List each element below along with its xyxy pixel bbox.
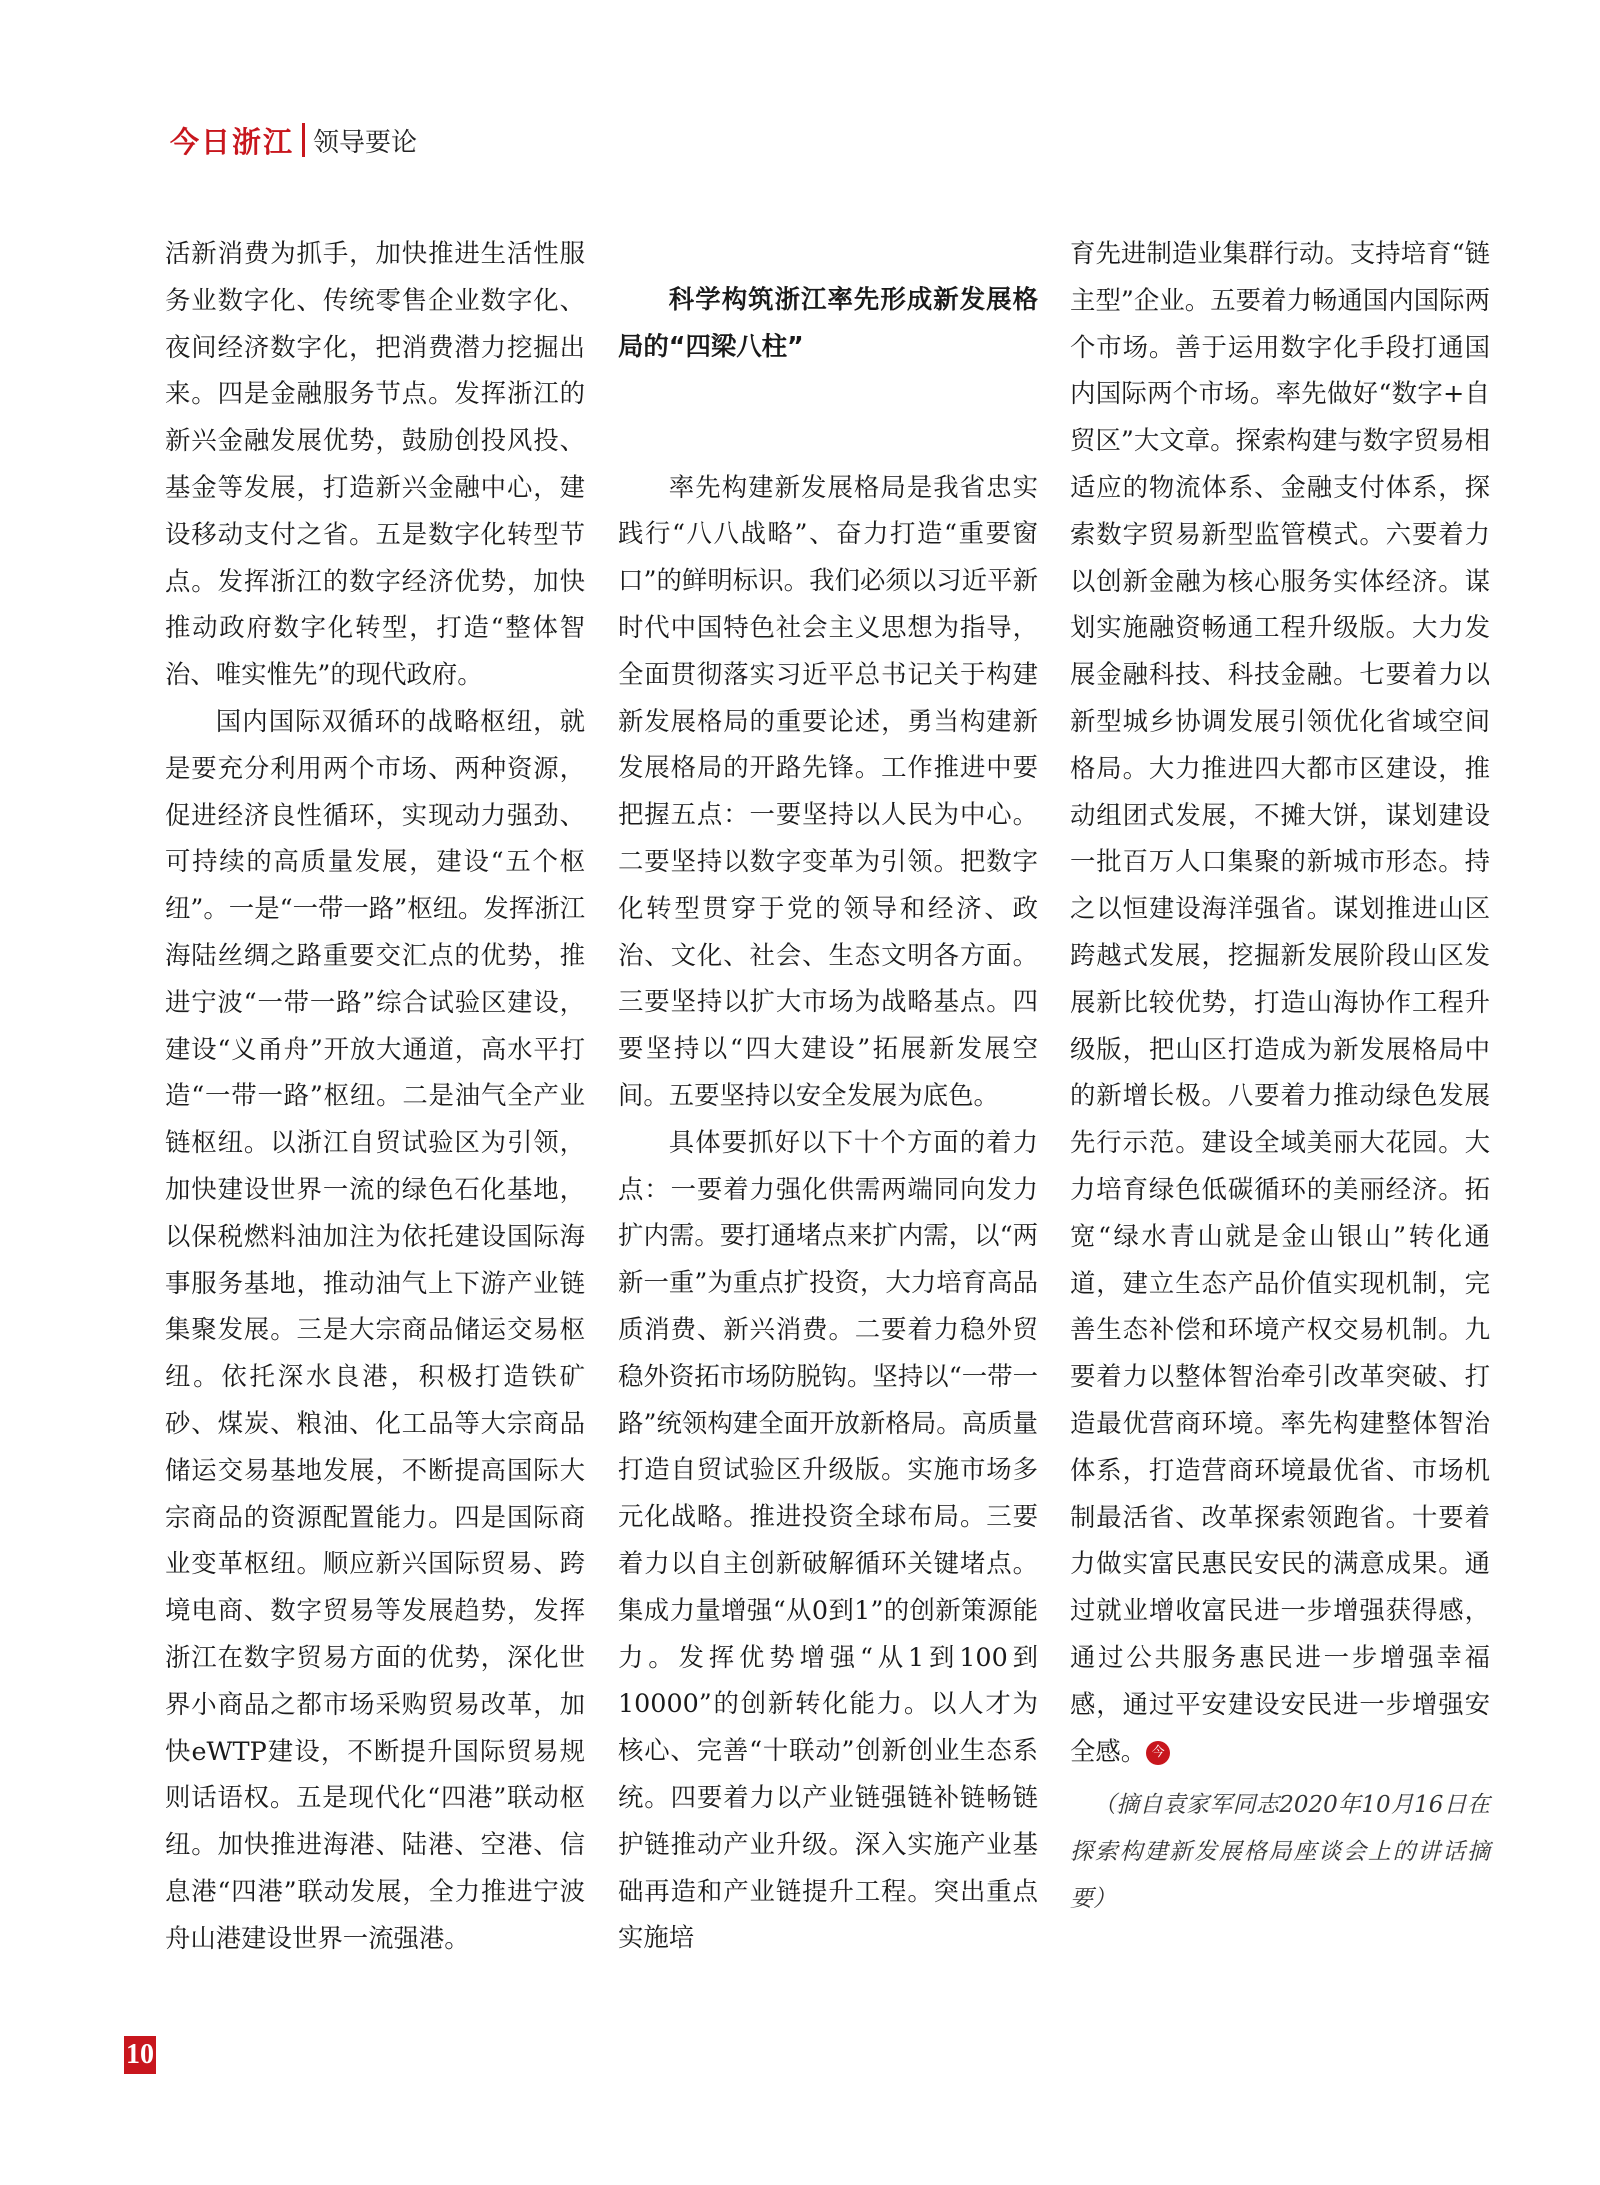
- source-note: （摘自袁家军同志2020年10月16日在探索构建新发展格局座谈会上的讲话摘要）: [1070, 1792, 1490, 1913]
- col2-paragraph-1: 率先构建新发展格局是我省忠实践行“八八战略”、奋力打造“重要窗口”的鲜明标识。我们必须以习近平新时代中国特色社会主义思想为指导，全面贯彻落实习近平总书记关于构建新发展格局的重要论述，勇当构建新发展格局的开路先锋。工作推进中要把握五点：一要坚持以人民为中心。二要坚持以数字变革为引领。把数字化转型贯穿于党的领导和经济、政治、文化、社会、生态文明各方面。三要坚持以扩大市场为战略基点。四要坚持以“四大建设”拓展新发展空间。五要坚持以安全发展为底色。: [618, 471, 1038, 1110]
- magazine-masthead: 今日浙江: [170, 124, 295, 159]
- section-label: 领导要论: [313, 127, 418, 158]
- col3-paragraph-1-text: 育先进制造业集群行动。支持培育“链主型”企业。五要着力畅通国内国际两个市场。善于运用数字化手段打通国内国际两个市场。率先做好“数字+自贸区”大文章。探索构建与数字贸易相适应的物流体系、金融支付体系，探索数字贸易新型监管模式。六要着力以创新金融为核心服务实体经济。谋划实施融资畅通工程升级版。大力发展金融科技、科技金融。七要着力以新型城乡协调发展引领优化省域空间格局。大力推进四大都市区建设，推动组团式发展，不摊大饼，谋划建设一批百万人口集聚的新城市形态。持之以恒建设海洋强省。谋划推进山区跨越式发展，挖掘新发展阶段山区发展新比较优势，打造山海协作工程升级版，把山区打造成为新发展格局中的新增长极。八要着力推动绿色发展先行示范。建设全域美丽大花园。大力培育绿色低碳循环的美丽经济。拓宽“绿水青山就是金山银山”转化通道，建立生态产品价值实现机制，完善生态补偿和环境产权交易机制。九要着力以整体智治牵引改革突破、打造最优营商环境。率先构建整体智治体系，打造营商环境最优省、市场机制最活省、改革探索领跑省。十要着力做实富民惠民安民的满意成果。通过就业增收富民进一步增强获得感，通过公共服务惠民进一步增强幸福感，通过平安建设安民进一步增强安全感。: [1070, 238, 1490, 1766]
- text-column-1: [165, 230, 585, 1961]
- col2-paragraph-2: 具体要抓好以下十个方面的着力点：一要着力强化供需两端同向发力扩内需。要打通堵点来扩内需，以“两新一重”为重点扩投资，大力培育高品质消费、新兴消费。二要着力稳外贸稳外资拓市场防脱钩。坚持以“一带一路”统领构建全面开放新格局。高质量打造自贸试验区升级版。实施市场多元化战略。推进投资全球布局。三要着力以自主创新破解循环关键堵点。集成力量增强“从0到1”的创新策源能力。发挥优势增强“从1到100到10000”的创新转化能力。以人才为核心、完善“十联动”创新创业生态系统。四要着力以产业链强链补链畅链护链推动产业升级。深入实施产业基础再造和产业链提升工程。突出重点实施培: [618, 1126, 1038, 1953]
- page-header: [170, 120, 417, 160]
- text-column-3: [1070, 230, 1490, 1923]
- col1-paragraph-1: 活新消费为抓手，加快推进生活性服务业数字化、传统零售企业数字化、夜间经济数字化，把消费潜力挖掘出来。四是金融服务节点。发挥浙江的新兴金融发展优势，鼓励创投风投、基金等发展，打造新兴金融中心，建设移动支付之省。五是数字化转型节点。发挥浙江的数字经济优势，加快推动政府数字化转型，打造“整体智治、唯实惟先”的现代政府。: [165, 238, 585, 690]
- page-number: 10: [124, 2036, 156, 2074]
- header-divider: [302, 123, 305, 157]
- col3-paragraph-1: [1070, 230, 1490, 1774]
- section-subtitle: 科学构筑浙江率先形成新发展格局的“四梁八柱”: [618, 284, 1038, 361]
- end-mark-icon: 今: [1146, 1741, 1170, 1765]
- text-column-2: [618, 230, 1038, 1961]
- col1-paragraph-2: 国内国际双循环的战略枢纽，就是要充分利用两个市场、两种资源，促进经济良性循环，实现动力强劲、可持续的高质量发展，建设“五个枢纽”。一是“一带一路”枢纽。发挥浙江海陆丝绸之路重要交汇点的优势，推进宁波“一带一路”综合试验区建设，建设“义甬舟”开放大通道，高水平打造“一带一路”枢纽。二是油气全产业链枢纽。以浙江自贸试验区为引领，加快建设世界一流的绿色石化基地，以保税燃料油加注为依托建设国际海事服务基地，推动油气上下游产业链集聚发展。三是大宗商品储运交易枢纽。依托深水良港，积极打造铁矿砂、煤炭、粮油、化工品等大宗商品储运交易基地发展，不断提高国际大宗商品的资源配置能力。四是国际商业变革枢纽。顺应新兴国际贸易、跨境电商、数字贸易等发展趋势，发挥浙江在数字贸易方面的优势，深化世界小商品之都市场采购贸易改革，加快eWTP建设，不断提升国际贸易规则话语权。五是现代化“四港”联动枢纽。加快推进海港、陆港、空港、信息港“四港”联动发展，全力推进宁波舟山港建设世界一流强港。: [165, 705, 585, 1953]
